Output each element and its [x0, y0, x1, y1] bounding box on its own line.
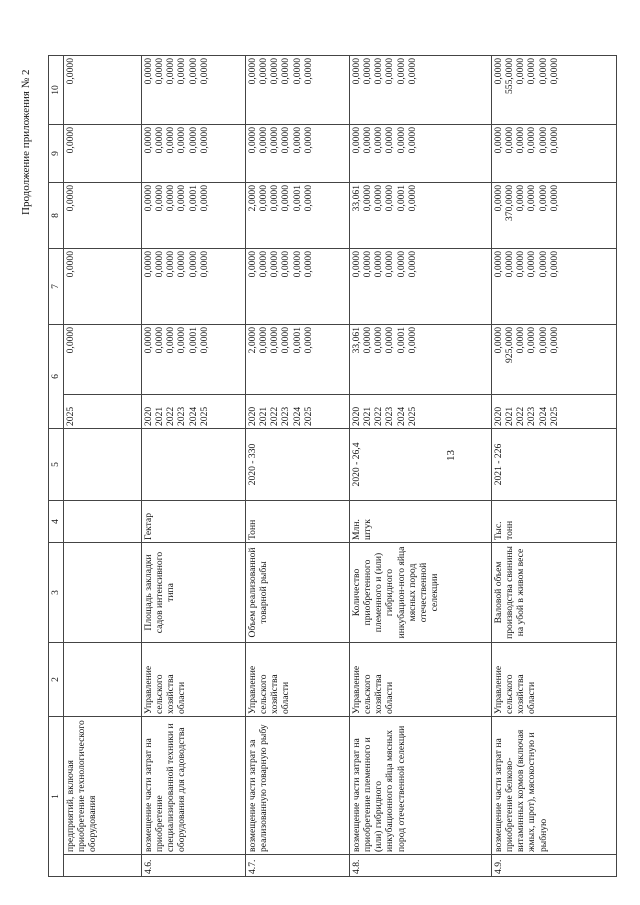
year-list-value: 2025 — [198, 406, 210, 426]
col-9-values-value: 0,0000 — [351, 126, 362, 154]
col-10-values-value: 0,0000 — [395, 58, 407, 85]
col-7-values-value: 0,0000 — [143, 250, 154, 278]
program-table — [48, 55, 617, 877]
col-7-values-value: 0,0000 — [537, 250, 549, 278]
year-list-value: 2024 — [537, 406, 549, 426]
col-8-values — [246, 182, 350, 248]
col-9-values-value: 0,0000 — [548, 126, 560, 154]
continuation-label: Продолжение приложения № 2 — [20, 69, 32, 215]
col-8-values-value: 0,0000 — [154, 184, 166, 212]
year-list-value: 2021 — [362, 406, 374, 426]
col-9-values — [350, 124, 492, 182]
col-6-values-value: 33,061 — [351, 326, 362, 354]
col-9-values-value: 0,0000 — [269, 126, 281, 154]
year-list-value: 2024 — [187, 406, 199, 426]
year-list — [350, 394, 492, 428]
col-7-values — [246, 248, 350, 324]
year-list — [142, 394, 246, 428]
col-10-values-value: 0,0000 — [373, 58, 385, 85]
col-9-values-value: 0,0000 — [247, 126, 258, 154]
col-10-values-value: 0,0000 — [198, 58, 210, 85]
col-8-values-value: 0,0000 — [280, 184, 292, 212]
col-8-values-value: 0,0001 — [187, 184, 199, 212]
col-9-values-value: 0,0000 — [143, 126, 154, 154]
col-10-values-value: 0,0000 — [302, 58, 314, 85]
col-9-values-value: 0,0000 — [384, 126, 396, 154]
col-7-values-value: 0,0000 — [384, 250, 396, 278]
col-10-values-value: 0,0000 — [526, 58, 538, 85]
table-row-continuation — [64, 56, 142, 877]
target-value: 2020 - 26,4 — [350, 428, 492, 500]
col-8-values — [492, 182, 617, 248]
year-list-value: 2022 — [165, 406, 177, 426]
col-8-values — [64, 182, 142, 248]
col-7-values-value: 0,0000 — [165, 250, 177, 278]
year-list-value: 2025 — [65, 406, 76, 426]
header-col-10: 10 — [49, 56, 64, 125]
col-8-values-value: 0,0000 — [65, 184, 76, 212]
col-7-values — [142, 248, 246, 324]
target-value — [64, 428, 142, 500]
col-9-values-value: 0,0000 — [537, 126, 549, 154]
col-7-values-value: 0,0000 — [198, 250, 210, 278]
col-7-values — [64, 248, 142, 324]
col-9-values-value: 0,0000 — [291, 126, 303, 154]
col-8-values-value: 0,0000 — [176, 184, 188, 212]
col-7-values-value: 0,0000 — [493, 250, 504, 278]
col-10-values-value: 0,0000 — [143, 58, 154, 85]
col-7-values-value: 0,0000 — [526, 250, 538, 278]
indicator-name: Количество приобретенного племенного и (или) гибридного инкубацион-ного яйца мясных пород отечественной селекции — [350, 542, 492, 642]
col-9-values — [64, 124, 142, 182]
col-6-values-value: 0,0000 — [493, 326, 504, 354]
year-list-value: 2023 — [526, 406, 538, 426]
table-row — [492, 56, 617, 877]
col-6-values-value: 0,0000 — [548, 326, 560, 354]
col-8-values-value: 0,0000 — [493, 184, 504, 212]
responsible-executor: Управление сельского хозяйства области — [142, 642, 246, 716]
year-list-value: 2025 — [548, 406, 560, 426]
measure-description: возмещение части затрат на приобретение специализированной техники и оборудования для садоводства — [142, 716, 246, 854]
year-list-value: 2020 — [351, 406, 362, 426]
col-8-values — [350, 182, 492, 248]
year-list-value: 2023 — [384, 406, 396, 426]
col-6-values-value: 0,0000 — [406, 326, 418, 354]
year-list — [64, 394, 142, 428]
col-9-values — [246, 124, 350, 182]
indicator-name — [64, 542, 142, 642]
header-col-8: 8 — [49, 182, 64, 248]
col-9-values-value: 0,0000 — [165, 126, 177, 154]
col-8-values-value: 0,0000 — [406, 184, 418, 212]
col-9-values — [142, 124, 246, 182]
year-list-value: 2021 — [504, 406, 516, 426]
col-6-values — [492, 324, 617, 394]
unit: Тонн — [246, 500, 350, 542]
col-9-values-value: 0,0000 — [198, 126, 210, 154]
col-10-values-value: 0,0000 — [291, 58, 303, 85]
col-7-values-value: 0,0000 — [187, 250, 199, 278]
col-8-values-value: 0,0000 — [373, 184, 385, 212]
page-number: 13 — [445, 450, 457, 461]
target-value: 2020 - 330 — [246, 428, 350, 500]
col-9-values-value: 0,0000 — [280, 126, 292, 154]
col-6-values-value: 0,0000 — [143, 326, 154, 354]
col-10-values-value: 0,0000 — [515, 58, 527, 85]
col-10-values-value: 0,0000 — [548, 58, 560, 85]
measure-description: возмещение части затрат на приобретение племенного и (или) гибридного инкубационного яйца мясных пород отечественной селекции — [350, 716, 492, 854]
col-10-values — [142, 56, 246, 125]
col-8-values-value: 0,0001 — [291, 184, 303, 212]
col-8-values-value: 2,0000 — [247, 184, 258, 212]
col-7-values-value: 0,0000 — [373, 250, 385, 278]
row-number — [64, 855, 142, 877]
year-list-value: 2025 — [302, 406, 314, 426]
indicator-name: Площадь закладки садов интенсивного типа — [142, 542, 246, 642]
row-number: 4.9. — [492, 855, 617, 877]
col-8-values-value: 0,0000 — [515, 184, 527, 212]
col-7-values-value: 0,0000 — [258, 250, 270, 278]
col-8-values-value: 370,0000 — [504, 184, 516, 221]
table-body — [64, 56, 617, 877]
col-7-values-value: 0,0000 — [395, 250, 407, 278]
indicator-name: Валовой объем производства свинины на убой в живом весе — [492, 542, 617, 642]
measure-description: возмещение части затрат на приобретение белково-витаминных кормов (включая жмых, шрот), мясокостную и рыбную — [492, 716, 617, 854]
col-6-values-value: 0,0000 — [258, 326, 270, 354]
col-7-values — [350, 248, 492, 324]
year-list-value: 2021 — [154, 406, 166, 426]
measure-description: предприятий, включая приобретение технологического оборудования — [64, 716, 142, 854]
col-6-values-value: 0,0000 — [515, 326, 527, 354]
col-8-values — [142, 182, 246, 248]
measure-description: возмещение части затрат за реализованную товарную рыбу — [246, 716, 350, 854]
col-10-values-value: 0,0000 — [65, 58, 76, 85]
col-9-values-value: 0,0000 — [406, 126, 418, 154]
col-6-values-value: 0,0000 — [302, 326, 314, 354]
col-10-values-value: 0,0000 — [176, 58, 188, 85]
col-8-values-value: 0,0001 — [395, 184, 407, 212]
col-9-values-value: 0,0000 — [362, 126, 374, 154]
col-8-values-value: 0,0000 — [269, 184, 281, 212]
indicator-name: Объем реализованной товарной рыбы — [246, 542, 350, 642]
col-10-values-value: 0,0000 — [537, 58, 549, 85]
year-list — [492, 394, 617, 428]
col-6-values-value: 0,0000 — [280, 326, 292, 354]
col-6-values-value: 0,0000 — [384, 326, 396, 354]
col-8-values-value: 0,0000 — [548, 184, 560, 212]
target-value — [142, 428, 246, 500]
col-7-values-value: 0,0000 — [269, 250, 281, 278]
col-8-values-value: 0,0000 — [526, 184, 538, 212]
header-col-6: 6 — [49, 324, 64, 428]
col-6-values-value: 0,0000 — [526, 326, 538, 354]
col-7-values-value: 0,0000 — [280, 250, 292, 278]
year-list-value: 2021 — [258, 406, 270, 426]
header-row — [49, 56, 64, 877]
col-9-values-value: 0,0000 — [504, 126, 516, 154]
row-number: 4.7. — [246, 855, 350, 877]
col-7-values-value: 0,0000 — [154, 250, 166, 278]
table-row — [246, 56, 350, 877]
col-6-values — [246, 324, 350, 394]
responsible-executor — [64, 642, 142, 716]
col-10-values-value: 0,0000 — [165, 58, 177, 85]
col-10-values-value: 0,0000 — [280, 58, 292, 85]
year-list-value: 2022 — [515, 406, 527, 426]
col-10-values-value: 0,0000 — [258, 58, 270, 85]
col-9-values-value: 0,0000 — [515, 126, 527, 154]
col-7-values — [492, 248, 617, 324]
col-6-values-value: 0,0000 — [65, 326, 76, 354]
year-list-value: 2024 — [291, 406, 303, 426]
responsible-executor: Управление сельского хозяйства области — [492, 642, 617, 716]
col-6-values-value: 0,0001 — [395, 326, 407, 354]
col-7-values-value: 0,0000 — [362, 250, 374, 278]
col-8-values-value: 0,0000 — [258, 184, 270, 212]
col-6-values-value: 0,0000 — [198, 326, 210, 354]
col-10-values-value: 0,0000 — [406, 58, 418, 85]
col-9-values-value: 0,0000 — [526, 126, 538, 154]
col-6-values-value: 0,0000 — [269, 326, 281, 354]
col-10-values-value: 0,0000 — [351, 58, 362, 85]
col-6-values-value: 925,0000 — [504, 326, 516, 363]
header-col-1: 1 — [49, 716, 64, 876]
year-list-value: 2025 — [406, 406, 418, 426]
col-6-values-value: 2,0000 — [247, 326, 258, 354]
col-6-values-value: 0,0000 — [537, 326, 549, 354]
col-7-values-value: 0,0000 — [302, 250, 314, 278]
year-list — [246, 394, 350, 428]
col-6-values-value: 0,0000 — [176, 326, 188, 354]
table-row — [350, 56, 492, 877]
col-6-values-value: 0,0001 — [187, 326, 199, 354]
col-10-values-value: 0,0000 — [384, 58, 396, 85]
col-6-values — [350, 324, 492, 394]
col-7-values-value: 0,0000 — [291, 250, 303, 278]
row-number: 4.8. — [350, 855, 492, 877]
col-10-values — [246, 56, 350, 125]
col-7-values-value: 0,0000 — [515, 250, 527, 278]
row-number: 4.6. — [142, 855, 246, 877]
year-list-value: 2023 — [280, 406, 292, 426]
header-col-2: 2 — [49, 642, 64, 716]
col-7-values-value: 0,0000 — [406, 250, 418, 278]
col-6-values — [64, 324, 142, 394]
table-row — [142, 56, 246, 877]
header-col-5: 5 — [49, 428, 64, 500]
col-8-values-value: 33,061 — [351, 184, 362, 212]
col-9-values — [492, 124, 617, 182]
col-7-values-value: 0,0000 — [351, 250, 362, 278]
year-list-value: 2024 — [395, 406, 407, 426]
col-8-values-value: 0,0000 — [384, 184, 396, 212]
col-6-values-value: 0,0000 — [154, 326, 166, 354]
col-10-values-value: 0,0000 — [362, 58, 374, 85]
header-col-7: 7 — [49, 248, 64, 324]
responsible-executor: Управление сельского хозяйства области — [350, 642, 492, 716]
col-10-values-value: 0,0000 — [269, 58, 281, 85]
col-6-values-value: 0,0000 — [362, 326, 374, 354]
col-9-values-value: 0,0000 — [373, 126, 385, 154]
col-8-values-value: 0,0000 — [302, 184, 314, 212]
header-col-3: 3 — [49, 542, 64, 642]
target-value: 2021 - 226 — [492, 428, 617, 500]
col-10-values-value: 0,0000 — [493, 58, 504, 85]
header-col-4: 4 — [49, 500, 64, 542]
col-9-values-value: 0,0000 — [154, 126, 166, 154]
col-10-values — [64, 56, 142, 125]
unit — [64, 500, 142, 542]
col-7-values-value: 0,0000 — [176, 250, 188, 278]
col-6-values-value: 0,0000 — [165, 326, 177, 354]
col-10-values — [492, 56, 617, 125]
col-9-values-value: 0,0000 — [65, 126, 76, 154]
col-8-values-value: 0,0000 — [198, 184, 210, 212]
col-6-values-value: 0,0001 — [291, 326, 303, 354]
year-list-value: 2023 — [176, 406, 188, 426]
col-7-values-value: 0,0000 — [65, 250, 76, 278]
col-8-values-value: 0,0000 — [165, 184, 177, 212]
responsible-executor: Управление сельского хозяйства области — [246, 642, 350, 716]
col-9-values-value: 0,0000 — [176, 126, 188, 154]
col-10-values — [350, 56, 492, 125]
year-list-value: 2020 — [143, 406, 154, 426]
col-10-values-value: 0,0000 — [187, 58, 199, 85]
col-8-values-value: 0,0000 — [143, 184, 154, 212]
col-9-values-value: 0,0000 — [493, 126, 504, 154]
col-6-values-value: 0,0000 — [373, 326, 385, 354]
year-list-value: 2022 — [373, 406, 385, 426]
col-9-values-value: 0,0000 — [187, 126, 199, 154]
unit: Гектар — [142, 500, 246, 542]
col-10-values-value: 0,0000 — [247, 58, 258, 85]
year-list-value: 2020 — [493, 406, 504, 426]
col-9-values-value: 0,0000 — [302, 126, 314, 154]
col-8-values-value: 0,0000 — [362, 184, 374, 212]
header-col-9: 9 — [49, 124, 64, 182]
unit: Млн. штук — [350, 500, 492, 542]
col-6-values — [142, 324, 246, 394]
col-10-values-value: 555,0000 — [504, 58, 516, 94]
col-7-values-value: 0,0000 — [247, 250, 258, 278]
col-10-values-value: 0,0000 — [154, 58, 166, 85]
col-7-values-value: 0,0000 — [504, 250, 516, 278]
year-list-value: 2020 — [247, 406, 258, 426]
year-list-value: 2022 — [269, 406, 281, 426]
unit: Тыс. тонн — [492, 500, 617, 542]
col-8-values-value: 0,0000 — [537, 184, 549, 212]
col-9-values-value: 0,0000 — [395, 126, 407, 154]
col-9-values-value: 0,0000 — [258, 126, 270, 154]
col-7-values-value: 0,0000 — [548, 250, 560, 278]
